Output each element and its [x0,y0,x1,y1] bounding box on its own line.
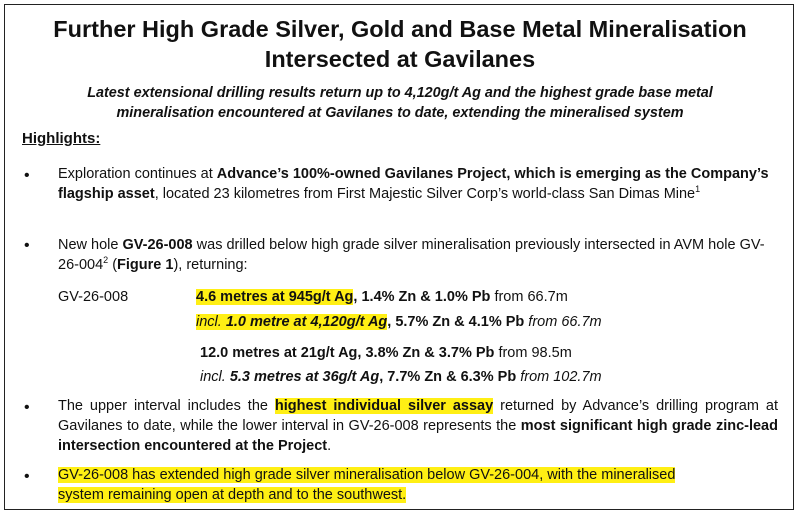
subtitle [0,84,800,123]
intercept-2-main: 1.0 metre at 4,120g/t Ag [225,314,388,330]
bullet-2-text [58,235,778,275]
bullet-marker: • [24,399,30,416]
bullet-4-line-2: system remaining open at depth and to the southwest. [58,487,407,503]
title-line-1: Further High Grade Silver, Gold and Base Metal Mineralisation [53,16,747,42]
bullet-3-part1: The upper interval includes the [58,398,275,414]
intercept-4-from: from 102.7m [516,369,602,385]
intercept-1-metals: , 1.4% Zn & 1.0% Pb [353,289,491,305]
intercept-2-from: from 66.7m [524,314,602,330]
bullet-marker: • [24,167,30,184]
bullet-2-part3: ( [108,257,118,273]
bullet-3-text [58,396,778,456]
intercept-3-from: from 98.5m [494,345,572,361]
intercept-row-4 [200,367,602,387]
title-line-2: Intersected at Gavilanes [264,46,536,72]
intercept-2-metals: , 5.7% Zn & 4.1% Pb [387,314,525,330]
bullet-3-bold: most significant high grade zinc-lead intersection encountered at the Project [58,418,778,454]
intercept-1-main: 4.6 metres at 945g/t Ag [196,289,354,305]
highlights-heading: Highlights: [22,130,101,147]
intercept-3-main: 12.0 metres at 21g/t Ag [200,345,358,361]
bullet-marker: • [24,468,30,485]
footnote-ref-2: 2 [103,255,109,266]
subtitle-line-1: Latest extensional drilling results return up to 4,120g/t Ag and the highest grade base metal [87,85,713,101]
figure-reference: Figure 1 [117,257,174,273]
bullet-3-part3: . [327,438,332,454]
intercept-row-2 [196,312,602,332]
bullet-4-text [58,465,778,505]
highest-assay-highlight: highest individual silver assay [274,398,494,414]
intercept-row-1 [196,287,568,307]
subtitle-line-2: mineralisation encountered at Gavilanes to date, extending the mineralised system [116,104,684,121]
bullet-1-part1: Exploration continues at [58,166,217,182]
intercept-3-metals: , 3.8% Zn & 3.7% Pb [357,345,495,361]
bullet-2-hole: GV-26-008 [122,237,193,253]
intercept-2-incl: incl. [196,314,226,330]
intercept-row-3 [200,343,572,363]
bullet-marker: • [24,237,30,254]
intercept-4-incl: incl. [200,369,230,385]
page-title [0,14,800,74]
intercept-4-metals: , 7.7% Zn & 6.3% Pb [379,369,517,385]
bullet-3-part2: returned by Advance’s drilling program at Gavilanes to date, while the lower interval in GV-26-008 represents the [58,398,778,434]
bullet-1-text [58,164,778,204]
bullet-4-line-1: GV-26-008 has extended high grade silver mineralisation below GV-26-004, with the mineralised [58,467,676,483]
bullet-2-part1: New hole [58,237,123,253]
intercept-1-from: from 66.7m [490,289,568,305]
bullet-1-bold: Advance’s 100%-owned Gavilanes Project, which is emerging as the Company’s flagship asset [58,166,769,202]
footnote-ref-1: 1 [695,184,701,195]
bullet-2-part4: ), returning: [173,257,248,273]
bullet-1-part2: , located 23 kilometres from First Majestic Silver Corp’s world-class San Dimas Mine [154,186,696,202]
intercept-hole-id: GV-26-008 [58,289,129,305]
bullet-2-part2: was drilled below high grade silver mineralisation previously intersected in AVM hole GV-26-004 [58,237,765,273]
intercept-4-main: 5.3 metres at 36g/t Ag [229,369,380,385]
